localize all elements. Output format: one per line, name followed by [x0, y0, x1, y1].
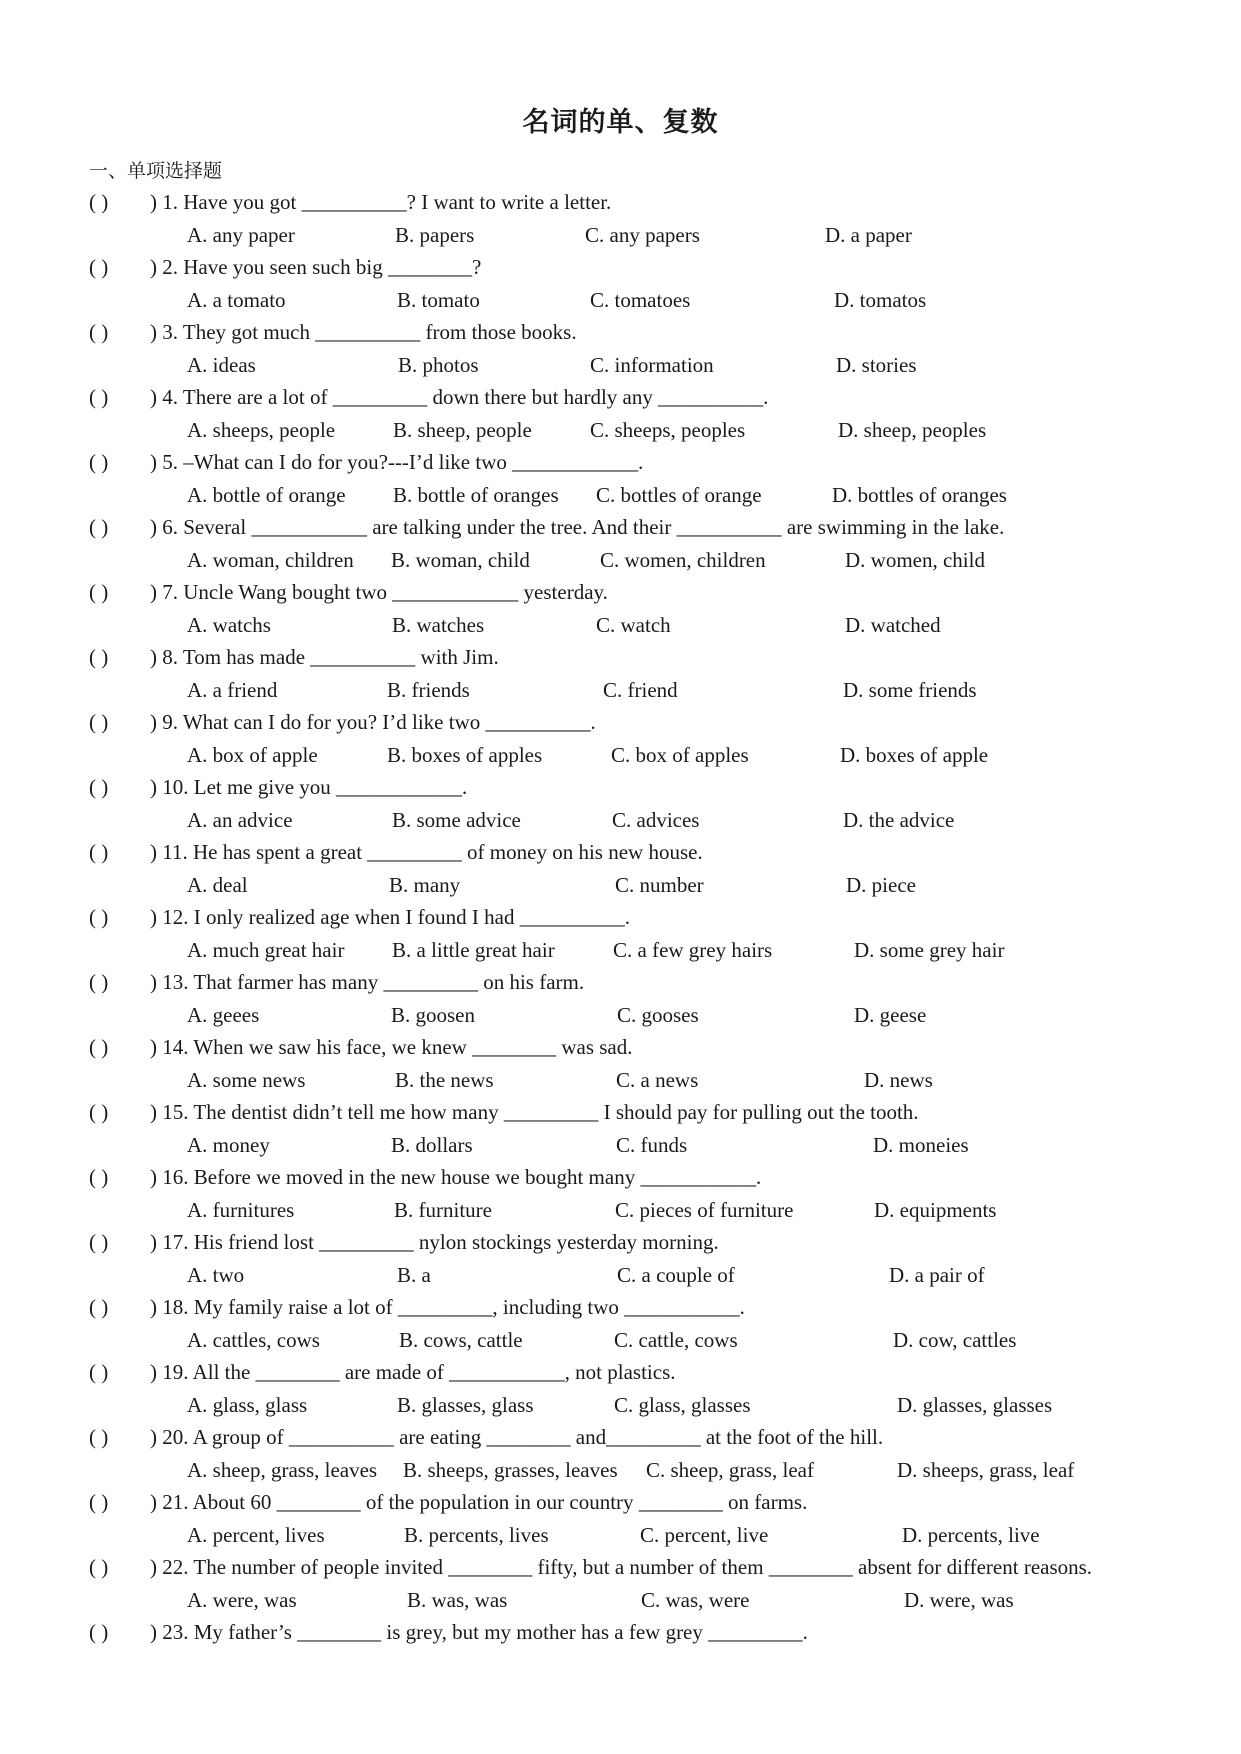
answer-blank[interactable]: ( ) [89, 1295, 109, 1319]
answer-blank[interactable]: ( ) [89, 1360, 109, 1384]
question-stem: ) 19. All the ________ are made of ___________, not plastics. [150, 1360, 676, 1384]
question-stem: ) 11. He has spent a great _________ of money on his new house. [150, 840, 703, 864]
answer-blank[interactable]: ( ) [89, 580, 109, 604]
question-item [0, 317, 1241, 382]
option-d: D. women, child [845, 548, 985, 572]
option-a: A. box of apple [187, 743, 318, 767]
question-stem: ) 17. His friend lost _________ nylon stockings yesterday morning. [150, 1230, 719, 1254]
question-item [0, 1097, 1241, 1162]
question-item [0, 1032, 1241, 1097]
page-title: 名词的单、复数 [522, 107, 719, 138]
answer-blank[interactable]: ( ) [89, 1620, 109, 1644]
question-item [0, 837, 1241, 902]
question-stem: ) 23. My father’s ________ is grey, but my mother has a few grey _________. [150, 1620, 808, 1644]
question-stem: ) 5. –What can I do for you?---I’d like two ____________. [150, 450, 644, 474]
option-d: D. bottles of oranges [832, 483, 1007, 507]
option-a: A. two [187, 1263, 245, 1287]
option-a: A. watchs [187, 613, 271, 637]
option-d: D. equipments [874, 1198, 997, 1222]
question-item [0, 642, 1241, 707]
option-c: C. a news [616, 1068, 699, 1092]
option-c: C. gooses [617, 1003, 699, 1027]
option-b: B. dollars [391, 1133, 473, 1157]
answer-blank[interactable]: ( ) [89, 320, 109, 344]
option-row [0, 1390, 1241, 1420]
option-d: D. news [864, 1068, 933, 1092]
question-item [0, 1292, 1241, 1357]
option-c: C. a few grey hairs [613, 938, 773, 962]
option-a: A. ideas [187, 353, 256, 377]
option-a: A. sheeps, people [187, 418, 336, 442]
option-a: A. woman, children [187, 548, 354, 572]
option-b: B. percents, lives [404, 1523, 549, 1547]
question-stem: ) 21. About 60 ________ of the population in our country ________ on farms. [150, 1490, 808, 1514]
question-stem: ) 22. The number of people invited ________ fifty, but a number of them ________ absent for different reasons. [150, 1555, 1093, 1579]
option-c: C. friend [603, 678, 678, 702]
option-b: B. a little great hair [392, 938, 555, 962]
option-a: A. furnitures [187, 1198, 295, 1222]
option-row [0, 935, 1241, 965]
option-b: B. tomato [397, 288, 480, 312]
option-a: A. some news [187, 1068, 306, 1092]
option-c: C. box of apples [611, 743, 749, 767]
question-item [0, 1357, 1241, 1422]
question-list [0, 187, 1241, 1682]
answer-blank[interactable]: ( ) [89, 1425, 109, 1449]
answer-blank[interactable]: ( ) [89, 840, 109, 864]
option-b: B. many [389, 873, 461, 897]
option-row [0, 1130, 1241, 1160]
option-row [0, 220, 1241, 250]
option-row [0, 1455, 1241, 1485]
option-d: D. the advice [843, 808, 955, 832]
option-a: A. glass, glass [187, 1393, 308, 1417]
answer-blank[interactable]: ( ) [89, 645, 109, 669]
answer-blank[interactable]: ( ) [89, 710, 109, 734]
option-c: C. cattle, cows [614, 1328, 738, 1352]
answer-blank[interactable]: ( ) [89, 1035, 109, 1059]
option-row [0, 480, 1241, 510]
option-c: C. percent, live [640, 1523, 769, 1547]
question-item [0, 707, 1241, 772]
option-c: C. sheeps, peoples [590, 418, 746, 442]
option-a: A. bottle of orange [187, 483, 346, 507]
option-c: C. bottles of orange [596, 483, 762, 507]
option-b: B. some advice [392, 808, 521, 832]
option-b: B. goosen [391, 1003, 475, 1027]
question-item [0, 187, 1241, 252]
option-a: A. a friend [187, 678, 278, 702]
option-b: B. papers [395, 223, 475, 247]
answer-blank[interactable]: ( ) [89, 1165, 109, 1189]
question-item [0, 512, 1241, 577]
option-b: B. a [397, 1263, 431, 1287]
option-a: A. an advice [187, 808, 293, 832]
question-item [0, 1617, 1241, 1682]
option-a: A. sheep, grass, leaves [187, 1458, 378, 1482]
answer-blank[interactable]: ( ) [89, 450, 109, 474]
option-b: B. watches [392, 613, 485, 637]
question-stem: ) 4. There are a lot of _________ down there but hardly any __________. [150, 385, 769, 409]
answer-blank[interactable]: ( ) [89, 1100, 109, 1124]
option-c: C. sheep, grass, leaf [646, 1458, 814, 1482]
question-stem: ) 14. When we saw his face, we knew ________ was sad. [150, 1035, 633, 1059]
question-stem: ) 3. They got much __________ from those books. [150, 320, 577, 344]
option-c: C. any papers [585, 223, 700, 247]
question-stem: ) 6. Several ___________ are talking under the tree. And their __________ are swimming in the lake. [150, 515, 1005, 539]
option-row [0, 1585, 1241, 1615]
option-c: C. advices [612, 808, 700, 832]
option-d: D. watched [845, 613, 941, 637]
question-item [0, 252, 1241, 317]
option-d: D. geese [854, 1003, 927, 1027]
option-d: D. were, was [904, 1588, 1014, 1612]
question-item [0, 447, 1241, 512]
question-item [0, 382, 1241, 447]
option-d: D. stories [836, 353, 917, 377]
option-b: B. friends [387, 678, 470, 702]
option-a: A. percent, lives [187, 1523, 325, 1547]
answer-blank[interactable]: ( ) [89, 1230, 109, 1254]
answer-blank[interactable]: ( ) [89, 970, 109, 994]
option-row [0, 805, 1241, 835]
question-stem: ) 1. Have you got __________? I want to write a letter. [150, 190, 612, 214]
question-item [0, 1487, 1241, 1552]
answer-blank[interactable]: ( ) [89, 515, 109, 539]
option-c: C. information [590, 353, 714, 377]
option-d: D. some friends [843, 678, 977, 702]
option-d: D. a paper [825, 223, 912, 247]
option-a: A. a tomato [187, 288, 286, 312]
option-d: D. piece [846, 873, 916, 897]
answer-blank[interactable]: ( ) [89, 190, 109, 214]
option-c: C. number [615, 873, 704, 897]
option-row [0, 1065, 1241, 1095]
option-d: D. tomatos [834, 288, 927, 312]
option-a: A. any paper [187, 223, 295, 247]
option-row [0, 675, 1241, 705]
option-b: B. glasses, glass [397, 1393, 534, 1417]
question-item [0, 1422, 1241, 1487]
question-item [0, 772, 1241, 837]
question-stem: ) 9. What can I do for you? I’d like two __________. [150, 710, 596, 734]
question-stem: ) 13. That farmer has many _________ on his farm. [150, 970, 585, 994]
option-c: C. glass, glasses [614, 1393, 751, 1417]
option-d: D. cow, cattles [893, 1328, 1017, 1352]
option-a: A. were, was [187, 1588, 297, 1612]
option-c: C. funds [616, 1133, 688, 1157]
option-d: D. glasses, glasses [897, 1393, 1053, 1417]
option-row [0, 870, 1241, 900]
option-b: B. furniture [394, 1198, 492, 1222]
option-row [0, 740, 1241, 770]
section-heading: 一、单项选择题 [89, 160, 223, 182]
option-row [0, 285, 1241, 315]
question-item [0, 967, 1241, 1032]
option-row [0, 350, 1241, 380]
option-b: B. cows, cattle [399, 1328, 523, 1352]
question-item [0, 1552, 1241, 1617]
option-b: B. the news [395, 1068, 494, 1092]
option-d: D. sheeps, grass, leaf [897, 1458, 1075, 1482]
option-b: B. was, was [407, 1588, 508, 1612]
option-c: C. was, were [641, 1588, 750, 1612]
option-c: C. pieces of furniture [615, 1198, 794, 1222]
option-row [0, 1260, 1241, 1290]
question-item [0, 1162, 1241, 1227]
question-item [0, 1227, 1241, 1292]
question-stem: ) 16. Before we moved in the new house we bought many ___________. [150, 1165, 762, 1189]
option-a: A. geees [187, 1003, 260, 1027]
answer-blank[interactable]: ( ) [89, 775, 109, 799]
question-item [0, 902, 1241, 967]
option-c: C. tomatoes [590, 288, 691, 312]
option-a: A. money [187, 1133, 270, 1157]
option-row [0, 1325, 1241, 1355]
option-d: D. moneies [873, 1133, 969, 1157]
option-d: D. a pair of [889, 1263, 985, 1287]
option-row [0, 1520, 1241, 1550]
question-stem: ) 8. Tom has made __________ with Jim. [150, 645, 499, 669]
question-stem: ) 10. Let me give you ____________. [150, 775, 468, 799]
question-stem: ) 12. I only realized age when I found I had __________. [150, 905, 630, 929]
option-a: A. deal [187, 873, 248, 897]
option-a: A. much great hair [187, 938, 345, 962]
option-b: B. woman, child [391, 548, 530, 572]
question-stem: ) 18. My family raise a lot of _________, including two ___________. [150, 1295, 745, 1319]
question-stem: ) 20. A group of __________ are eating ________ and_________ at the foot of the hill. [150, 1425, 884, 1449]
option-row [0, 415, 1241, 445]
option-d: D. boxes of apple [840, 743, 989, 767]
option-row [0, 610, 1241, 640]
option-b: B. bottle of oranges [393, 483, 559, 507]
option-d: D. some grey hair [854, 938, 1005, 962]
option-d: D. sheep, peoples [838, 418, 987, 442]
option-row [0, 1000, 1241, 1030]
option-d: D. percents, live [902, 1523, 1040, 1547]
question-item [0, 577, 1241, 642]
option-row [0, 1195, 1241, 1225]
answer-blank[interactable]: ( ) [89, 385, 109, 409]
option-b: B. photos [398, 353, 479, 377]
option-b: B. boxes of apples [387, 743, 543, 767]
option-b: B. sheep, people [393, 418, 532, 442]
option-c: C. women, children [600, 548, 766, 572]
option-c: C. watch [596, 613, 671, 637]
question-stem: ) 2. Have you seen such big ________? [150, 255, 482, 279]
option-c: C. a couple of [617, 1263, 735, 1287]
question-stem: ) 7. Uncle Wang bought two ____________ yesterday. [150, 580, 608, 604]
option-b: B. sheeps, grasses, leaves [403, 1458, 618, 1482]
answer-blank[interactable]: ( ) [89, 905, 109, 929]
option-a: A. cattles, cows [187, 1328, 320, 1352]
answer-blank[interactable]: ( ) [89, 1490, 109, 1514]
option-row [0, 545, 1241, 575]
question-stem: ) 15. The dentist didn’t tell me how many _________ I should pay for pulling out the tooth. [150, 1100, 919, 1124]
answer-blank[interactable]: ( ) [89, 1555, 109, 1579]
answer-blank[interactable]: ( ) [89, 255, 109, 279]
